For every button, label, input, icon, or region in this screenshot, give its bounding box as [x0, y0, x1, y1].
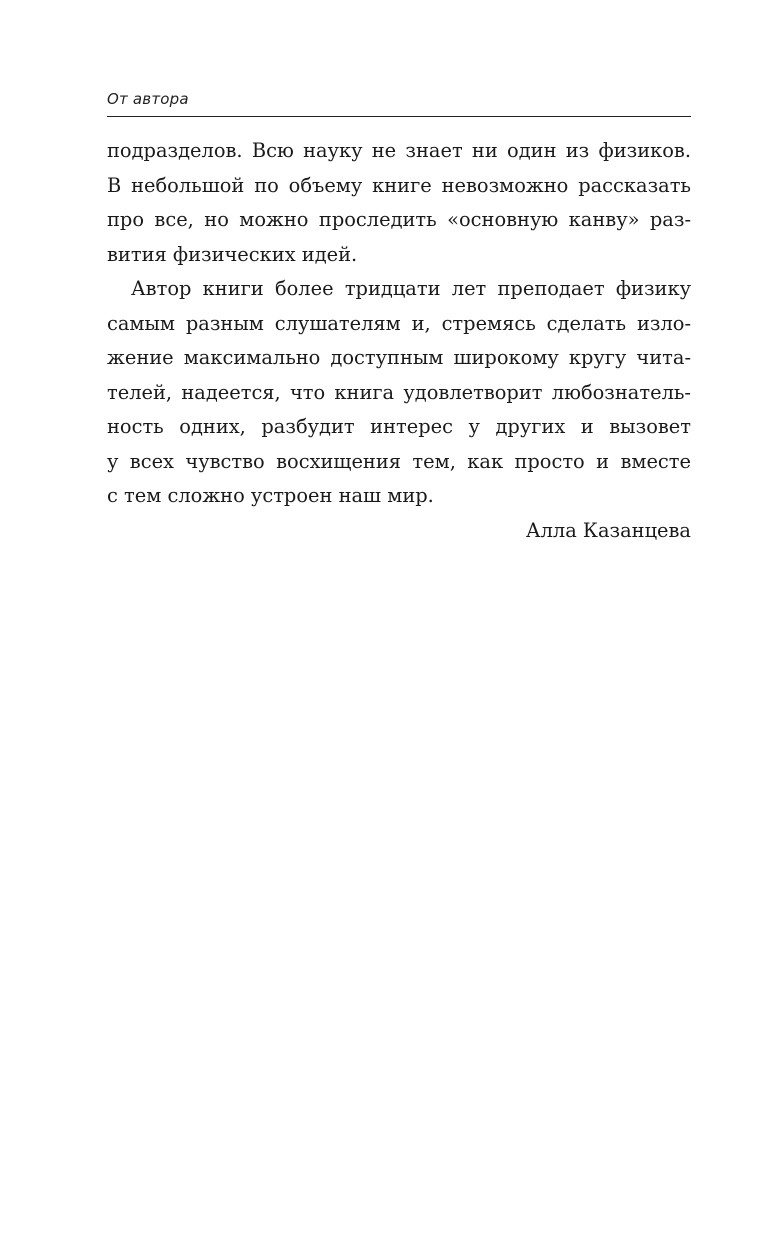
text-line: Автор книги более тридцати лет преподает физику — [131, 277, 691, 300]
header-rule — [107, 116, 691, 117]
paragraph-2 — [107, 272, 691, 514]
text-line: телей, надеется, что книга удовлетворит любознатель- — [107, 380, 691, 404]
author-signature: Алла Казанцева — [525, 518, 691, 542]
text-line: с тем сложно устроен наш мир. — [107, 484, 434, 507]
text-line: у всех чувство восхищения тем, как просто и вместе — [107, 449, 691, 473]
running-head: От автора — [107, 90, 189, 108]
body-text — [107, 134, 691, 548]
text-line: жение максимально доступным широкому кругу чита- — [107, 346, 691, 369]
text-line: самым разным слушателям и, стремясь сделать изло- — [107, 311, 691, 335]
paragraph-1 — [107, 134, 691, 272]
text-line: вития физических идей. — [107, 242, 358, 266]
text-line: про все, но можно проследить «основную канву» раз- — [107, 208, 691, 231]
text-line: ность одних, разбудит интерес у других и вызовет — [107, 415, 691, 438]
text-line: подразделов. Всю науку не знает ни один из физиков. — [107, 139, 691, 162]
text-line: В небольшой по объему книге невозможно рассказать — [107, 173, 691, 197]
